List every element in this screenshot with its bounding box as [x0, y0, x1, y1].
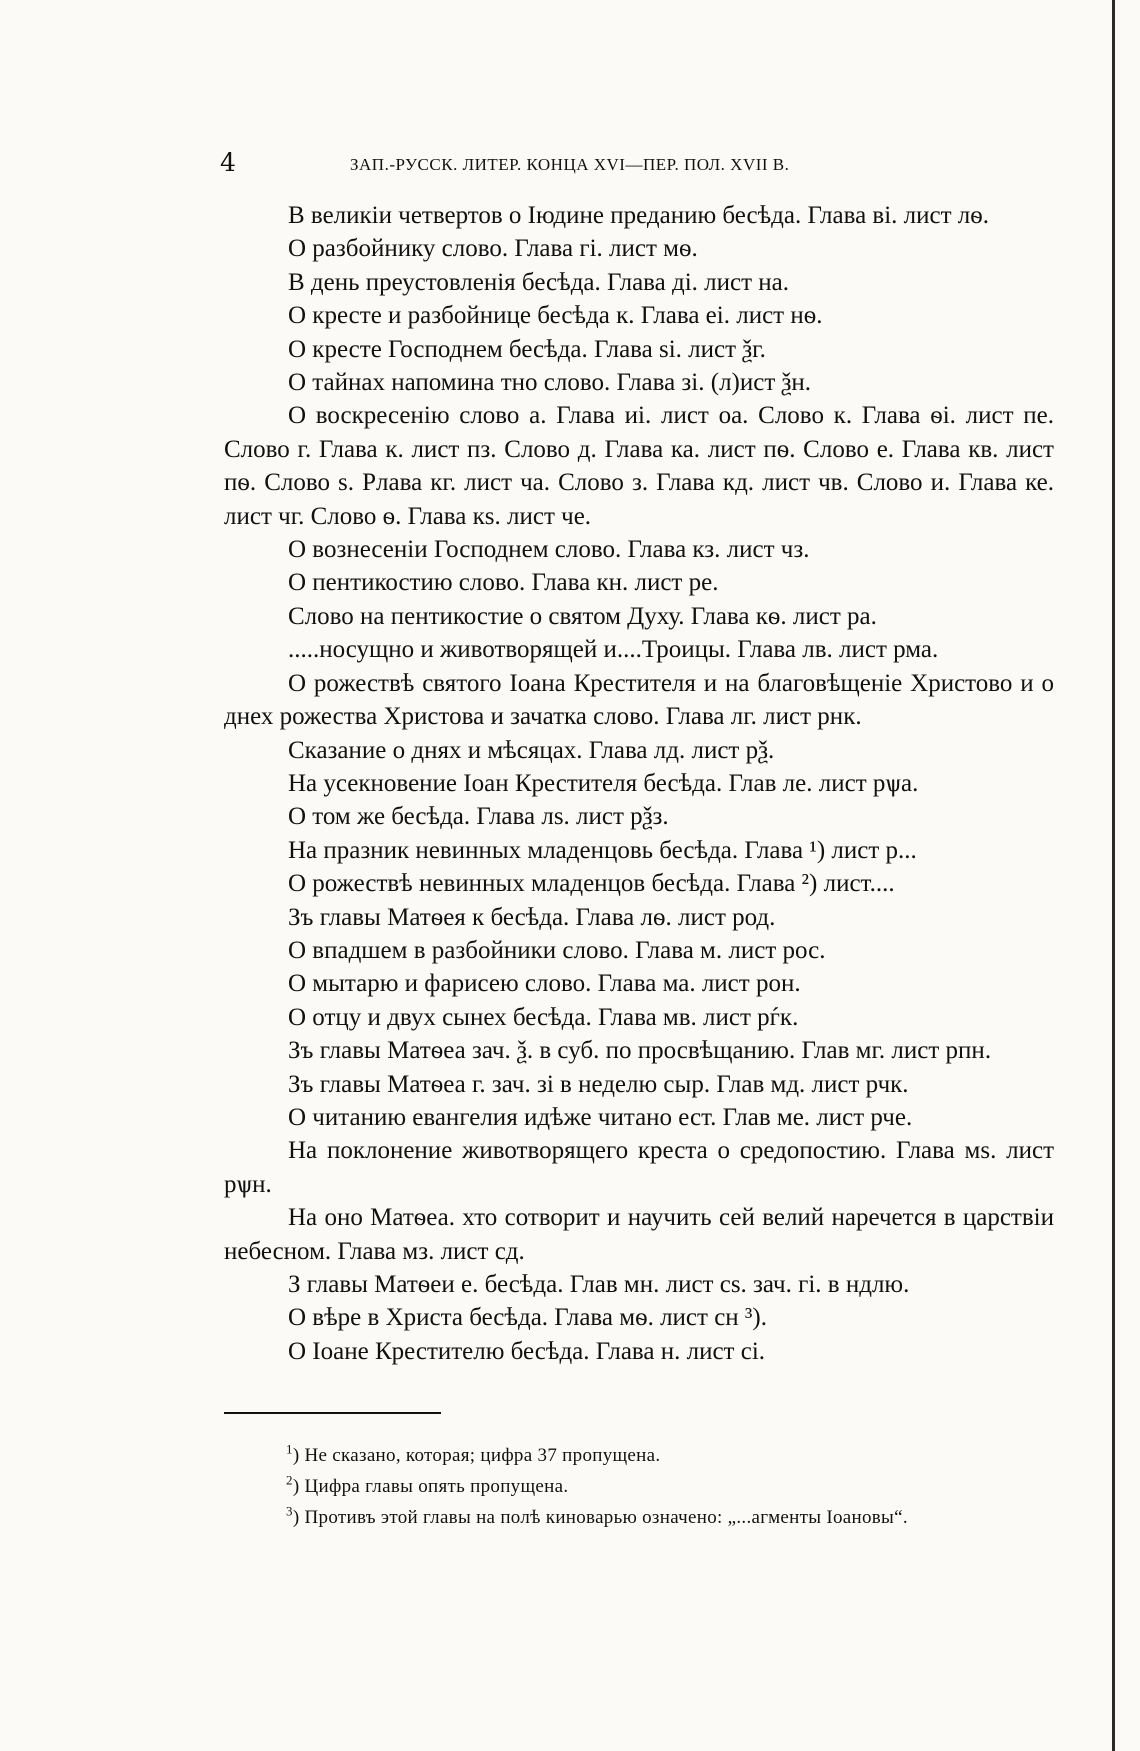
toc-entry: О Іоане Крестителю бесѣда. Глава н. лист сі. — [288, 1337, 766, 1365]
footnote-text: Противъ этой главы на полѣ киноварью означено: „...агменты Іоановы“. — [304, 1507, 908, 1528]
footnotes — [286, 1440, 1086, 1533]
toc-entry: О рожествѣ святого Іоана Крестителя и на благовѣщеніе Христово и о днех рожества Христова и зачатка слово. Глава лг. лист рнк. — [224, 669, 1054, 731]
footnote-text: Не сказано, которая; цифра 37 пропущена. — [304, 1445, 661, 1466]
toc-entry: В великіи четвертов о Іюдине преданию бесѣда. Глава ві. лист лѳ. — [288, 202, 990, 229]
footnote-marker: 2 — [286, 1472, 293, 1488]
toc-entry: Зъ главы Матѳеа г. зач. зі в неделю сыр. Глав мд. лист рчк. — [288, 1070, 909, 1098]
toc-entry: Сказание о днях и мѣсяцах. Глава лд. лист рѯ. — [288, 736, 775, 764]
toc-entry: Зъ главы Матѳея к бесѣда. Глава лѳ. лист род. — [288, 903, 776, 931]
toc-entry: О вѣре в Христа бесѣда. Глава мѳ. лист сн ³). — [288, 1304, 767, 1332]
toc-entry: О впадшем в разбойники слово. Глава м. лист рос. — [288, 936, 826, 964]
footnote-text: Цифра главы опять пропущена. — [304, 1476, 569, 1497]
toc-entry: .....носущно и животворящей и....Троицы. Глава лв. лист рма. — [288, 636, 939, 664]
toc-entry: О вознесеніи Господнем слово. Глава кз. лист чз. — [288, 536, 810, 564]
toc-entry: З главы Матѳеи е. бесѣда. Глав мн. лист сѕ. зач. гі. в ндлю. — [288, 1271, 910, 1298]
toc-entry: О пентикостию слово. Глава кн. лист ре. — [288, 569, 719, 597]
page-edge-line — [1112, 0, 1115, 1751]
toc-entry: На празник невинных младенцовь бесѣда. Глава ¹) лист р... — [288, 836, 917, 864]
toc-entry: О тайнах напомина тно слово. Глава зі. (л)ист ѯн. — [288, 369, 812, 397]
toc-entry: О мытарю и фарисею слово. Глава ма. лист рон. — [288, 970, 801, 998]
toc-entry: О рожествѣ невинных младенцов бесѣда. Глава ²) лист.... — [288, 870, 895, 898]
toc-entry: О кресте и разбойнице бесѣда к. Глава еі. лист нѳ. — [288, 302, 823, 330]
toc-entry: В день преустовленія бесѣда. Глава ді. лист на. — [288, 268, 790, 296]
footnote-marker: 3 — [286, 1503, 293, 1519]
toc-entry: О том же бесѣда. Глава лѕ. лист рѯз. — [288, 803, 669, 831]
table-of-contents — [224, 199, 1054, 1368]
footnote-separator — [224, 1412, 441, 1414]
footnote: $^2$) Цифра главы опять пропущена. — [286, 1472, 569, 1497]
running-title: ЗАП.-РУССК. ЛИТЕР. КОНЦА XVI—ПЕР. ПОЛ. XVII В. — [350, 155, 790, 174]
footnote: $^3$) Противъ этой главы на полѣ киноварью означено: „...агменты Іоановы“. — [286, 1503, 908, 1528]
toc-entry: О читанию евангелия идѣже читано ест. Глав ме. лист рче. — [288, 1103, 913, 1131]
page-number: 4 — [220, 148, 236, 177]
toc-entry: О кресте Господнем бесѣда. Глава ѕі. лист ѯг. — [288, 335, 766, 363]
toc-entry: Зъ главы Матѳеа зач. ѯ. в суб. по просвѣщанию. Глав мг. лист рпн. — [288, 1037, 992, 1065]
footnote: $^1$) Не сказано, которая; цифра 37 пропущена. — [286, 1441, 661, 1466]
toc-entry: На поклонение животворящего креста о средопостию. Глава мѕ. лист рѱн. — [224, 1137, 1054, 1198]
toc-entry: На усекновение Іоан Крестителя бесѣда. Глав ле. лист рѱа. — [288, 769, 919, 797]
toc-entry: О разбойнику слово. Глава гі. лист мѳ. — [288, 235, 698, 263]
footnote-marker: 1 — [286, 1441, 293, 1457]
toc-entry: На оно Матѳеа. хто сотворит и научить сей велий наречется в царствіи небесном. Глава мз. лист сд. — [224, 1204, 1054, 1265]
toc-entry: О воскресенію слово а. Глава иі. лист оа. Слово к. Глава ѳі. лист пе. Слово г. Глава к. лист пз. Слово д. Глава ка. лист пѳ. Слово е. Глава кв. лист пѳ. Слово ѕ. Рлава кг. лист ча. Слово з. Глава кд. лист чв. Слово и. Глава ке. лист чг. Слово ѳ. Глава кѕ. лист че. — [224, 402, 1054, 530]
toc-entry: Слово на пентикостие о святом Духу. Глава кѳ. лист ра. — [288, 602, 877, 630]
page-header — [220, 148, 920, 182]
toc-entry: О отцу и двух сынех бесѣда. Глава мв. лист рѓк. — [288, 1003, 799, 1031]
